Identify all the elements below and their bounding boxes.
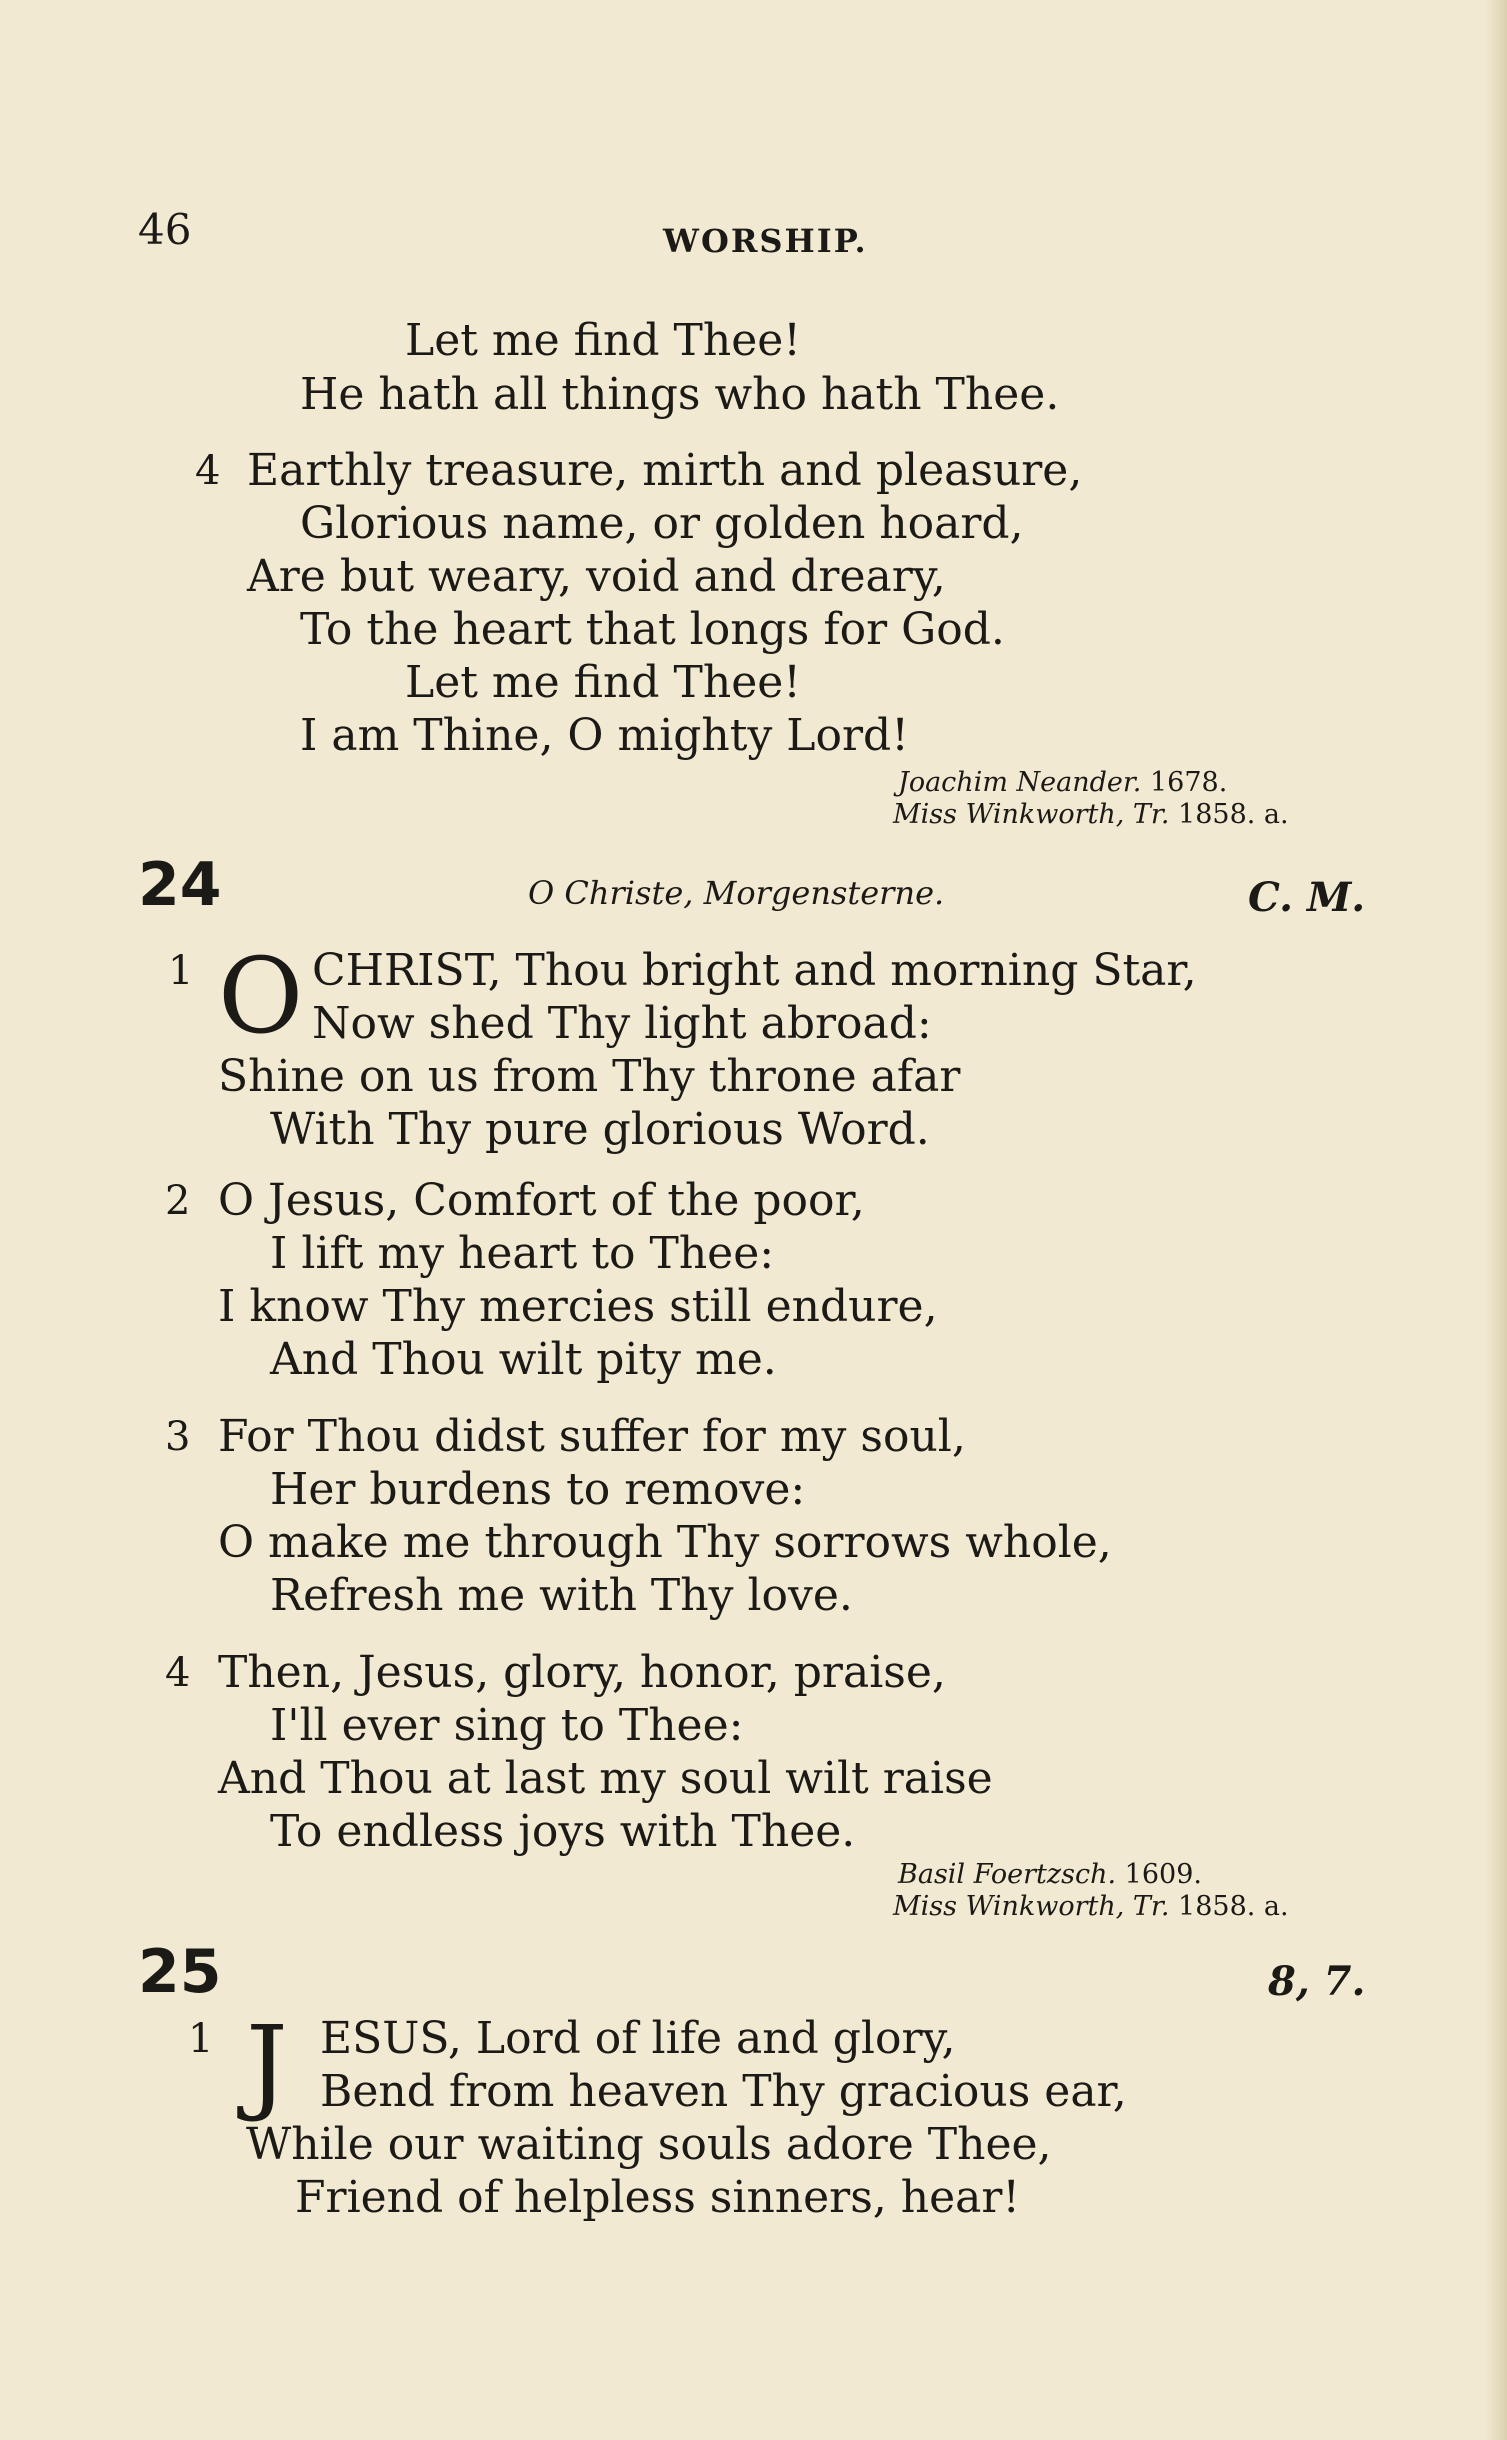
verse-line: With Thy pure glorious Word.: [270, 1104, 930, 1155]
verse-line: Glorious name, or golden hoard,: [300, 498, 1024, 549]
verse-number: 3: [165, 1414, 191, 1460]
verse-line: Refresh me with Thy love.: [270, 1570, 853, 1621]
verse-line: I know Thy mercies still endure,: [218, 1281, 938, 1332]
verse-number: 4: [195, 448, 221, 494]
verse-line: Are but weary, void and dreary,: [247, 551, 946, 602]
verse-line: Her burdens to remove:: [270, 1464, 806, 1515]
page-edge-shadow: [1485, 0, 1507, 2440]
hymn-number: 24: [138, 850, 222, 920]
verse-number: 1: [168, 948, 194, 994]
verse-number: 4: [165, 1650, 191, 1696]
verse-line: I'll ever sing to Thee:: [270, 1700, 744, 1751]
translator-attribution: Miss Winkworth, Tr. 1858. a.: [893, 799, 1289, 830]
verse-line: CHRIST, Thou bright and morning Star,: [312, 945, 1197, 996]
verse-line: I lift my heart to Thee:: [270, 1228, 775, 1279]
verse-line: Let me find Thee!: [405, 315, 801, 366]
verse-line: And Thou at last my soul wilt raise: [218, 1753, 993, 1804]
tune-name: O Christe, Morgensterne.: [528, 874, 945, 912]
drop-cap: J: [246, 2003, 288, 2125]
verse-line: While our waiting souls adore Thee,: [246, 2119, 1052, 2170]
verse-line: O Jesus, Comfort of the poor,: [218, 1175, 865, 1226]
meter: 8, 7.: [1268, 1958, 1366, 2005]
translator-attribution: Miss Winkworth, Tr. 1858. a.: [893, 1891, 1289, 1922]
author-attribution: Basil Foertzsch. 1609.: [898, 1859, 1202, 1890]
verse-line: To the heart that longs for God.: [300, 604, 1005, 655]
verse-line: Friend of helpless sinners, hear!: [295, 2172, 1021, 2223]
verse-line: And Thou wilt pity me.: [270, 1334, 777, 1385]
verse-line: ESUS, Lord of life and glory,: [320, 2013, 956, 2064]
verse-line: Then, Jesus, glory, honor, praise,: [218, 1647, 946, 1698]
meter: C. M.: [1248, 874, 1366, 921]
verse-line: O make me through Thy sorrows whole,: [218, 1517, 1112, 1568]
verse-line: I am Thine, O mighty Lord!: [300, 710, 909, 761]
running-head: WORSHIP.: [663, 222, 868, 260]
page-number: 46: [138, 205, 192, 254]
verse-line: Earthly treasure, mirth and pleasure,: [247, 445, 1083, 496]
hymn-number: 25: [138, 1937, 222, 2007]
verse-line: To endless joys with Thee.: [270, 1806, 856, 1857]
verse-line: Now shed Thy light abroad:: [312, 998, 932, 1049]
verse-line: Bend from heaven Thy gracious ear,: [320, 2066, 1127, 2117]
verse-line: He hath all things who hath Thee.: [300, 369, 1060, 420]
verse-number: 1: [188, 2016, 214, 2062]
author-attribution: Joachim Neander. 1678.: [898, 767, 1228, 798]
verse-line: For Thou didst suffer for my soul,: [218, 1411, 966, 1462]
drop-cap: O: [218, 935, 304, 1057]
verse-number: 2: [165, 1178, 191, 1224]
verse-line: Shine on us from Thy throne afar: [218, 1051, 961, 1102]
verse-line: Let me find Thee!: [405, 657, 801, 708]
